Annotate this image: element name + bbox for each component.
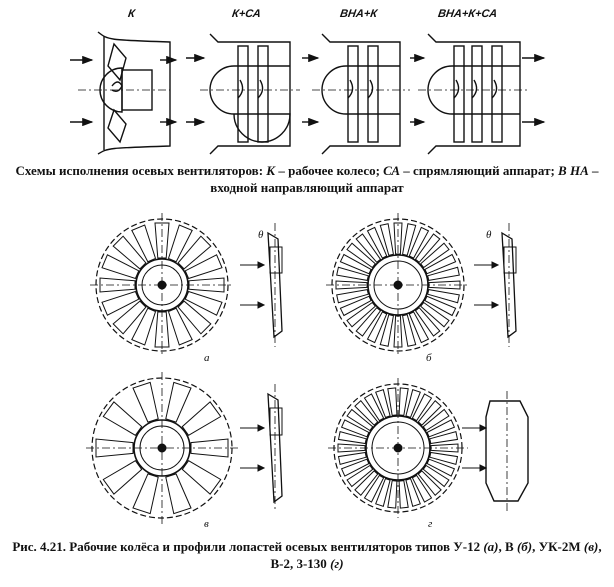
wheel-v-blade — [182, 402, 220, 435]
wheel-g-blade — [376, 479, 390, 507]
caption-schemes-text-1: Схемы исполнения осевых вентиляторов: — [15, 163, 267, 178]
caption-schemes-k: К — [266, 163, 276, 178]
scheme-vna-k-sa — [418, 34, 530, 154]
wheel-g-blade — [342, 420, 369, 437]
wheel-a-flow-arrowhead-2 — [258, 302, 264, 308]
wheel-a-blade — [102, 255, 139, 279]
wheel-g-flow-arrowhead-1 — [480, 425, 486, 431]
wheel-b-blade — [340, 255, 371, 274]
caption-figure-text-4: , В-2, 3-130 — [270, 539, 602, 571]
caption-figure-text-1: Рис. 4.21. Рабочие колёса и профили лопастей осевых вентиляторов типов У-12 — [12, 539, 484, 554]
caption-figure-g: (г) — [330, 556, 344, 571]
caption-schemes-text-2: – рабочее колесо; — [275, 163, 384, 178]
wheel-b-blade — [425, 296, 456, 315]
wheel-v-blade — [103, 402, 141, 435]
wheel-g-blade — [430, 453, 458, 465]
wheel-a-blade — [169, 225, 193, 262]
wheel-b-blade — [380, 315, 393, 347]
wheel-letter-b: б — [426, 352, 432, 364]
wheel-b-blade — [403, 224, 416, 256]
wheel-g-blade — [342, 459, 369, 476]
caption-figure-a: (а) — [483, 539, 499, 554]
caption-schemes-vna: В НА — [558, 163, 589, 178]
wheel-b-blade — [368, 312, 387, 343]
wheel-b-blade — [409, 312, 428, 343]
wheel-b-blade — [337, 290, 369, 303]
caption-schemes-sa: СА — [383, 163, 401, 178]
fan-schemes-diagram — [0, 0, 614, 160]
wheel-g-blade — [339, 432, 367, 444]
caption-schemes-text-4: – входной направляющий аппарат — [210, 163, 599, 195]
wheel-v-blade — [133, 474, 158, 514]
angle-label-b: θ — [486, 229, 492, 241]
wheel-b-blade — [428, 290, 460, 303]
wheel-a-blade — [132, 225, 156, 262]
wheel-g-blade — [376, 390, 390, 418]
wheel-v-flow-arrowhead-1 — [258, 425, 264, 431]
wheel-letter-v: в — [204, 518, 209, 530]
caption-schemes-text-3: – спрямляющий аппарат; — [400, 163, 559, 178]
wheel-a-blade — [178, 301, 211, 334]
wheel-a-blade — [169, 308, 193, 345]
caption-figure-b: (б) — [516, 539, 533, 554]
wheel-v-blade — [103, 461, 141, 494]
wheel-a-blade — [102, 292, 139, 316]
wheel-a-flow-arrowhead-1 — [258, 262, 264, 268]
caption-figure-v: (в) — [583, 539, 599, 554]
wheel-g-blade — [406, 479, 420, 507]
scheme-vna-k — [312, 34, 410, 154]
wheel-g-blade — [427, 459, 454, 476]
wheel-v-blade — [182, 461, 220, 494]
wheel-a-blade — [178, 236, 211, 269]
wheel-b-flow-arrowhead-2 — [492, 302, 498, 308]
angle-label-a: θ — [258, 229, 264, 241]
wheel-a-blade — [132, 308, 156, 345]
wheel-v-blade — [133, 382, 158, 422]
wheel-b-blade — [425, 255, 456, 274]
wheel-g-blade — [427, 420, 454, 437]
scheme-label-k: К — [127, 8, 136, 20]
wheel-b-blade — [368, 227, 387, 258]
wheel-g-blade — [339, 453, 367, 465]
wheel-v-blade — [166, 474, 191, 514]
wheel-a-blade — [113, 301, 146, 334]
wheel-v-profile-section — [270, 408, 282, 435]
caption-figure — [6, 538, 608, 572]
wheel-g-flow-arrowhead-2 — [480, 465, 486, 471]
wheel-b-blade — [380, 224, 393, 256]
wheel-a-blade — [185, 255, 222, 279]
wheel-letter-a: а — [204, 352, 210, 364]
wheel-b-flow-arrowhead-1 — [492, 262, 498, 268]
wheel-b-blade — [409, 227, 428, 258]
scheme-label-vna-k: ВНА+К — [339, 8, 378, 20]
caption-figure-text-3: , УК-2М — [532, 539, 584, 554]
wheel-a-profile-section — [270, 247, 282, 273]
wheel-v-flow-arrowhead-2 — [258, 465, 264, 471]
wheel-g-blade — [430, 432, 458, 444]
wheel-g-blade — [406, 390, 420, 418]
scheme-k — [70, 32, 176, 154]
wheel-b-blade — [337, 267, 369, 280]
caption-schemes — [10, 162, 604, 196]
wheel-b-blade — [428, 267, 460, 280]
wheel-a-blade — [185, 292, 222, 316]
wheel-letter-g: г — [428, 518, 433, 530]
wheels-diagram — [0, 205, 614, 535]
wheel-b-blade — [340, 296, 371, 315]
wheel-b-profile-section — [504, 247, 516, 273]
scheme-k-sa — [200, 34, 300, 154]
scheme-label-k-sa: К+СА — [231, 8, 262, 20]
wheel-a-blade — [113, 236, 146, 269]
wheel-v-blade — [166, 382, 191, 422]
scheme-label-vna-k-sa: ВНА+К+СА — [437, 8, 498, 20]
caption-figure-text-2: , В — [498, 539, 517, 554]
wheel-b-blade — [403, 315, 416, 347]
